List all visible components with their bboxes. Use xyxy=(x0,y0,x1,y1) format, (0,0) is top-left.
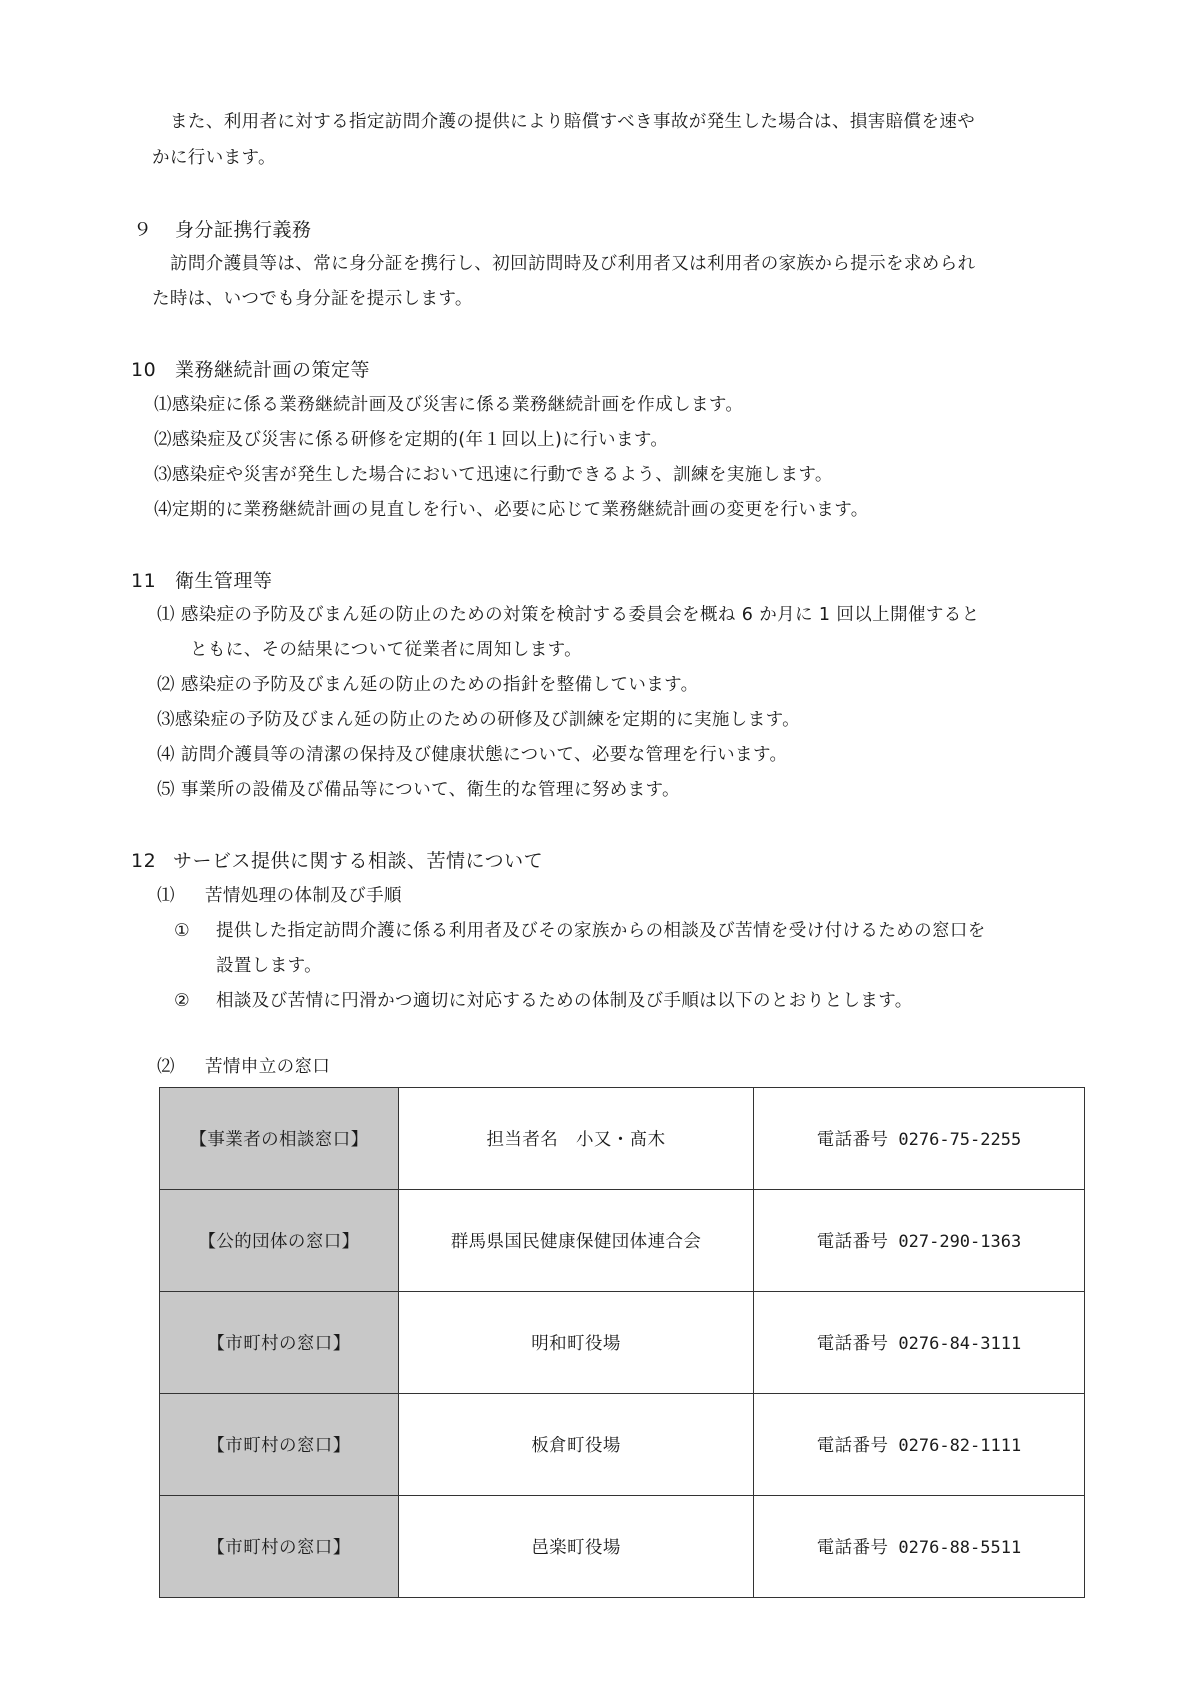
section-12-point-1-line-2: 設置します。 xyxy=(216,956,322,976)
section-12-sub-1 xyxy=(157,882,402,907)
section-9-title: 身分証携行義務 xyxy=(175,219,312,241)
section-11-heading xyxy=(131,566,273,593)
section-10-title: 業務継続計画の策定等 xyxy=(175,359,371,381)
section-12-point-1-line-1 xyxy=(174,917,986,942)
point-2-text: 相談及び苦情に円滑かつ適切に対応するための体制及び手順は以下のとおりとします。 xyxy=(216,991,913,1011)
section-11-number: 11 xyxy=(131,570,157,592)
window-name: 担当者名 小又・髙木 xyxy=(399,1088,754,1190)
table-row xyxy=(160,1394,1085,1496)
phone-label: 電話番号 xyxy=(816,1538,889,1558)
phone-label: 電話番号 xyxy=(816,1334,889,1354)
section-10-number: 10 xyxy=(131,359,157,381)
window-label: 【事業者の相談窓口】 xyxy=(160,1088,399,1190)
point-1-text: 提供した指定訪問介護に係る利用者及びその家族からの相談及び苦情を受け付けるための窓口を xyxy=(216,921,986,941)
phone-label: 電話番号 xyxy=(816,1232,889,1252)
section-12-sub-1-title: 苦情処理の体制及び手順 xyxy=(205,886,402,906)
section-12-sub-2-title: 苦情申立の窓口 xyxy=(205,1057,331,1077)
window-label: 【市町村の窓口】 xyxy=(160,1496,399,1598)
table-row xyxy=(160,1088,1085,1190)
window-phone xyxy=(754,1394,1085,1496)
section-12-sub-2-number: ⑵ xyxy=(157,1057,175,1077)
section-10-item-1: ⑴感染症に係る業務継続計画及び災害に係る業務継続計画を作成します。 xyxy=(154,395,744,415)
section-11-item-1-line-2: ともに、その結果について従業者に周知します。 xyxy=(190,640,583,660)
window-phone xyxy=(754,1190,1085,1292)
section-11-item-5: ⑸ 事業所の設備及び備品等について、衛生的な管理に努めます。 xyxy=(157,780,680,800)
window-label: 【市町村の窓口】 xyxy=(160,1394,399,1496)
section-10-item-3: ⑶感染症や災害が発生した場合において迅速に行動できるよう、訓練を実施します。 xyxy=(154,465,833,485)
section-12-sub-1-number: ⑴ xyxy=(157,886,175,906)
window-name: 板倉町役場 xyxy=(399,1394,754,1496)
table-row xyxy=(160,1190,1085,1292)
table-row xyxy=(160,1496,1085,1598)
phone-number: 0276-84-3111 xyxy=(898,1334,1022,1354)
window-name: 群馬県国民健康保健団体連合会 xyxy=(399,1190,754,1292)
point-2-mark: ② xyxy=(174,991,191,1011)
phone-number: 0276-82-1111 xyxy=(898,1436,1022,1456)
window-name: 明和町役場 xyxy=(399,1292,754,1394)
section-9-number: ９ xyxy=(133,219,153,241)
intro-line-1: また、利用者に対する指定訪問介護の提供により賠償すべき事故が発生した場合は、損害賠償を速や xyxy=(170,112,976,132)
section-11-item-3: ⑶感染症の予防及びまん延の防止のための研修及び訓練を定期的に実施します。 xyxy=(157,710,800,730)
point-1-mark: ① xyxy=(174,921,191,941)
section-12-sub-2 xyxy=(157,1053,330,1078)
window-phone xyxy=(754,1088,1085,1190)
section-9-line-2: た時は、いつでも身分証を提示します。 xyxy=(152,289,473,309)
window-phone xyxy=(754,1496,1085,1598)
window-name: 邑楽町役場 xyxy=(399,1496,754,1598)
intro-line-2: かに行います。 xyxy=(152,148,276,168)
section-10-item-4: ⑷定期的に業務継続計画の見直しを行い、必要に応じて業務継続計画の変更を行います。 xyxy=(154,500,869,520)
phone-number: 0276-88-5511 xyxy=(898,1538,1022,1558)
phone-label: 電話番号 xyxy=(816,1130,889,1150)
section-11-title: 衛生管理等 xyxy=(175,570,273,592)
section-11-item-4: ⑷ 訪問介護員等の清潔の保持及び健康状態について、必要な管理を行います。 xyxy=(157,745,788,765)
section-10-item-2: ⑵感染症及び災害に係る研修を定期的(年１回以上)に行います。 xyxy=(154,430,669,450)
table-row xyxy=(160,1292,1085,1394)
phone-number: 0276-75-2255 xyxy=(898,1130,1022,1150)
section-11-item-1-line-1: ⑴ 感染症の予防及びまん延の防止のための対策を検討する委員会を概ね 6 か月に 1 回以上開催すると xyxy=(157,605,980,625)
section-12-title: サービス提供に関する相談、苦情について xyxy=(173,850,544,872)
window-phone xyxy=(754,1292,1085,1394)
section-11-item-2: ⑵ 感染症の予防及びまん延の防止のための指針を整備しています。 xyxy=(157,675,699,695)
window-label: 【公的団体の窓口】 xyxy=(160,1190,399,1292)
section-12-number: 12 xyxy=(131,850,157,872)
section-12-point-2 xyxy=(174,987,913,1012)
phone-label: 電話番号 xyxy=(816,1436,889,1456)
window-label: 【市町村の窓口】 xyxy=(160,1292,399,1394)
complaint-window-table xyxy=(159,1087,1085,1598)
phone-number: 027-290-1363 xyxy=(898,1232,1022,1252)
section-9-heading xyxy=(133,215,312,242)
section-12-heading xyxy=(131,846,543,873)
section-10-heading xyxy=(131,355,370,382)
section-9-line-1: 訪問介護員等は、常に身分証を携行し、初回訪問時及び利用者又は利用者の家族から提示を求められ xyxy=(170,254,976,274)
